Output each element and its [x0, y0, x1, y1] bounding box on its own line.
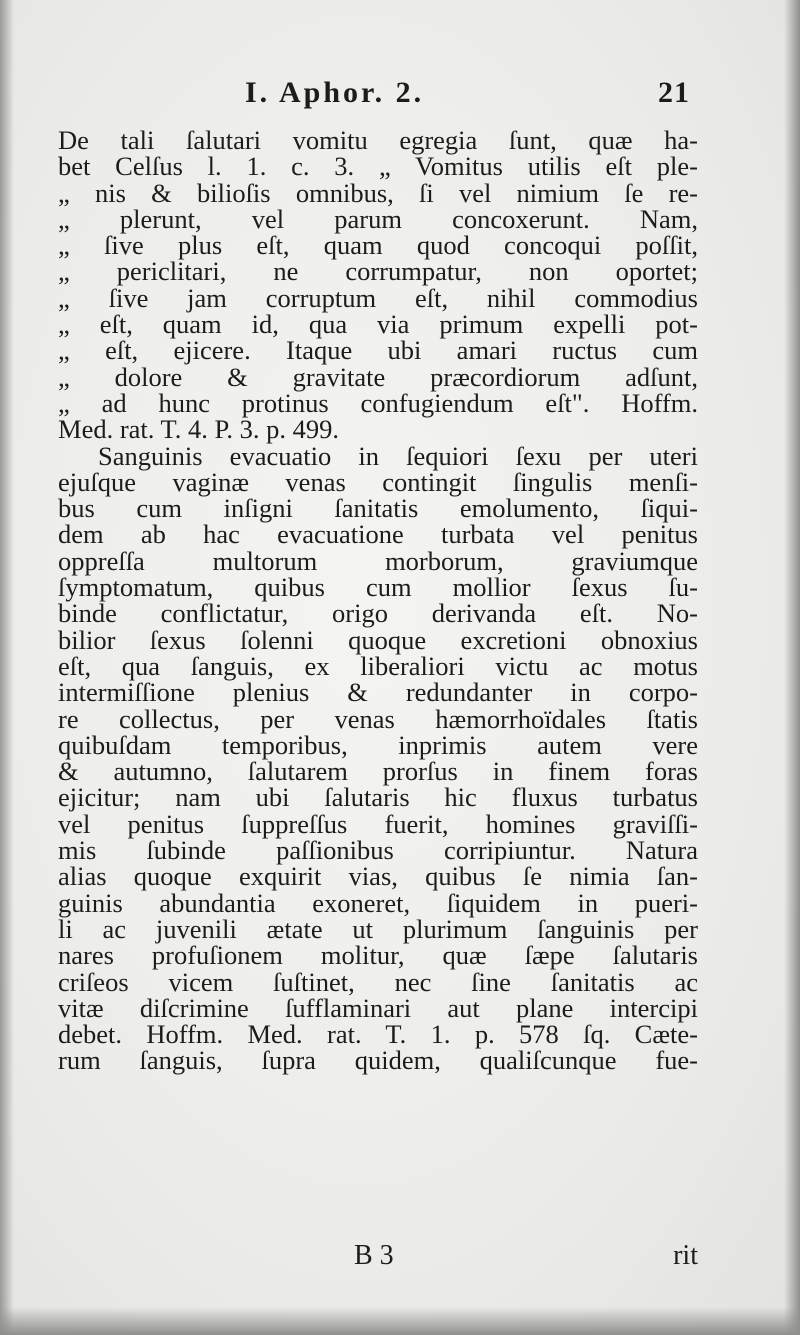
- text-line: vitæ diſcrimine ſufflaminari aut plane intercipi: [58, 992, 698, 1023]
- text-line: Med. rat. T. 4. P. 3. p. 499.: [58, 414, 339, 445]
- text-line: „ ad hunc protinus confugiendum eſt". Hoffm.: [58, 387, 698, 418]
- body-text: [58, 127, 698, 1074]
- text-line: „ ſive jam corruptum eſt, nihil commodius: [58, 282, 698, 313]
- text-line: nares profuſionem molitur, quæ ſæpe ſalutaris: [58, 940, 698, 971]
- text-line: bus cum inſigni ſanitatis emolumento, ſiqui-: [58, 493, 698, 524]
- text-line: dem ab hac evacuatione turbata vel penitus: [58, 519, 698, 550]
- text-line: „ nis & bilioſis omnibus, ſi vel nimium ſe re-: [58, 177, 698, 208]
- text-line: „ eſt, ejicere. Itaque ubi amari ructus cum: [58, 335, 698, 366]
- text-line: eſt, qua ſanguis, ex liberaliori victu ac motus: [58, 650, 698, 681]
- signature-mark: B 3: [354, 1240, 394, 1271]
- text-line: ſymptomatum, quibus cum mollior ſexus ſu-: [58, 572, 698, 603]
- text-line: vel penitus ſuppreſſus fuerit, homines graviſſi-: [58, 808, 698, 839]
- page-bottom-shadow: [0, 1307, 800, 1335]
- text-line: mis ſubinde paſſionibus corripiuntur. Natura: [58, 835, 698, 866]
- page-gutter-shadow: [0, 0, 14, 1335]
- text-line: binde conflictatur, origo derivanda eſt. No-: [58, 598, 698, 629]
- text-line: re collectus, per venas hæmorrhoïdales ſtatis: [58, 703, 698, 734]
- text-line: quibuſdam temporibus, inprimis autem vere: [58, 729, 698, 760]
- catchword: rit: [673, 1240, 698, 1271]
- text-line: li ac juvenili ætate ut plurimum ſanguinis per: [58, 913, 698, 944]
- text-line: „ eſt, quam id, qua via primum expelli pot-: [58, 309, 698, 340]
- text-line: „ dolore & gravitate præcordiorum adſunt,: [58, 361, 698, 392]
- text-line: ejicitur; nam ubi ſalutaris hic fluxus turbatus: [58, 782, 698, 813]
- text-line: ejuſque vaginæ venas contingit ſingulis menſi-: [58, 466, 698, 497]
- text-line: bilior ſexus ſolenni quoque excretioni obnoxius: [58, 624, 698, 655]
- page-edge-shadow: [784, 0, 800, 1335]
- text-line: „ ſive plus eſt, quam quod concoqui poſſit,: [58, 230, 698, 261]
- text-line: guinis abundantia exoneret, ſiquidem in pueri-: [58, 887, 698, 918]
- text-line: criſeos vicem ſuſtinet, nec ſine ſanitatis ac: [58, 966, 698, 997]
- text-line: bet Celſus l. 1. c. 3. „ Vomitus utilis eſt ple-: [58, 151, 698, 182]
- text-line: Sanguinis evacuatio in ſequiori ſexu per uteri: [98, 440, 698, 471]
- text-line: De tali ſalutari vomitu egregia ſunt, quæ ha-: [58, 125, 698, 155]
- text-line: & autumno, ſalutarem prorſus in finem foras: [58, 756, 698, 787]
- text-line: „ periclitari, ne corrumpatur, non oportet;: [58, 256, 698, 287]
- text-line: alias quoque exquirit vias, quibus ſe nimia ſan-: [58, 861, 698, 892]
- text-line: debet. Hoffm. Med. rat. T. 1. p. 578 ſq. Cæte-: [58, 1019, 698, 1050]
- text-line: oppreſſa multorum morborum, graviumque: [58, 545, 698, 576]
- text-line: „ plerunt, vel parum concoxerunt. Nam,: [58, 203, 698, 234]
- page-number: 21: [658, 76, 690, 109]
- text-line: intermiſſione plenius & redundanter in corpo-: [58, 677, 698, 708]
- text-line: rum ſanguis, ſupra quidem, qualiſcunque fue-: [58, 1045, 698, 1076]
- running-title: I. Aphor. 2.: [245, 76, 425, 109]
